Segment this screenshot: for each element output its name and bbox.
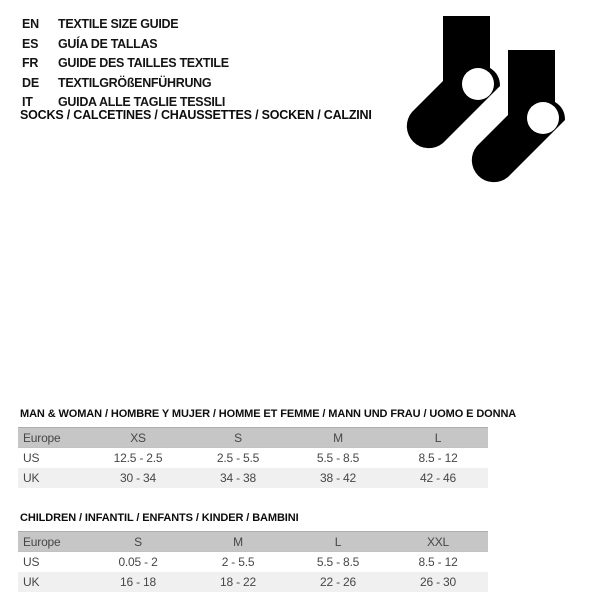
table-header-row [18,428,488,448]
size-cell: 0.05 - 2 [118,554,158,569]
table-row-uk [18,572,488,592]
table-row-us [18,448,488,468]
column-header: XXL [426,534,450,549]
size-cell: 42 - 46 [420,470,456,485]
size-table-man-woman [18,427,488,488]
row-label: US [23,450,40,465]
socks-icon [398,10,598,195]
lang-label: GUIDE DES TAILLES TEXTILE [58,56,229,70]
lang-code: ES [22,36,39,51]
lang-row-fr [22,54,229,74]
column-header: M [233,534,243,549]
column-header: XS [130,430,146,445]
language-list [22,15,229,113]
category-title: SOCKS / CALCETINES / CHAUSSETTES / SOCKEN / CALZINI [20,108,372,122]
size-cell: 8.5 - 12 [418,554,458,569]
column-header: Europe [23,430,61,445]
size-table-section-man-woman [0,407,600,488]
size-cell: 38 - 42 [320,470,356,485]
column-header: L [334,534,342,549]
lang-label: GUIDA ALLE TAGLIE TESSILI [58,95,226,109]
lang-row-en [22,15,229,35]
lang-label: GUÍA DE TALLAS [58,36,158,51]
lang-row-es [22,35,229,55]
size-cell: 16 - 18 [120,574,156,589]
size-cell: 26 - 30 [420,574,456,589]
size-cell: 2.5 - 5.5 [216,450,260,465]
size-cell: 2 - 5.5 [221,554,255,569]
lang-code: EN [22,17,39,31]
size-cell: 18 - 22 [220,574,256,589]
column-header: S [134,534,142,549]
table-title: MAN & WOMAN / HOMBRE Y MUJER / HOMME ET FEMME / MANN UND FRAU / UOMO E DONNA [20,408,517,420]
lang-label: TEXTILGRÖßENFÜHRUNG [58,75,212,90]
column-header: L [434,430,442,445]
lang-code: FR [22,56,39,70]
size-table-section-children [0,511,600,592]
table-title: CHILDREN / INFANTIL / ENFANTS / KINDER / BAMBINI [20,512,299,524]
row-label: UK [23,574,40,589]
lang-row-de [22,74,229,94]
size-cell: 30 - 34 [120,470,156,485]
table-row-us [18,552,488,572]
lang-code: IT [22,95,33,109]
column-header: S [234,430,242,445]
row-label: UK [23,470,40,485]
size-cell: 8.5 - 12 [418,450,458,465]
size-cell: 5.5 - 8.5 [316,554,360,569]
table-row-uk [18,468,488,488]
sock-back [407,16,500,148]
column-header: Europe [23,534,61,549]
row-label: US [23,554,40,569]
size-cell: 12.5 - 2.5 [113,450,163,465]
column-header: M [333,430,343,445]
size-cell: 22 - 26 [320,574,356,589]
size-table-children [18,531,488,592]
lang-code: DE [22,75,39,90]
table-header-row [18,532,488,552]
lang-label: TEXTILE SIZE GUIDE [58,17,179,31]
size-cell: 34 - 38 [220,470,256,485]
size-cell: 5.5 - 8.5 [316,450,360,465]
